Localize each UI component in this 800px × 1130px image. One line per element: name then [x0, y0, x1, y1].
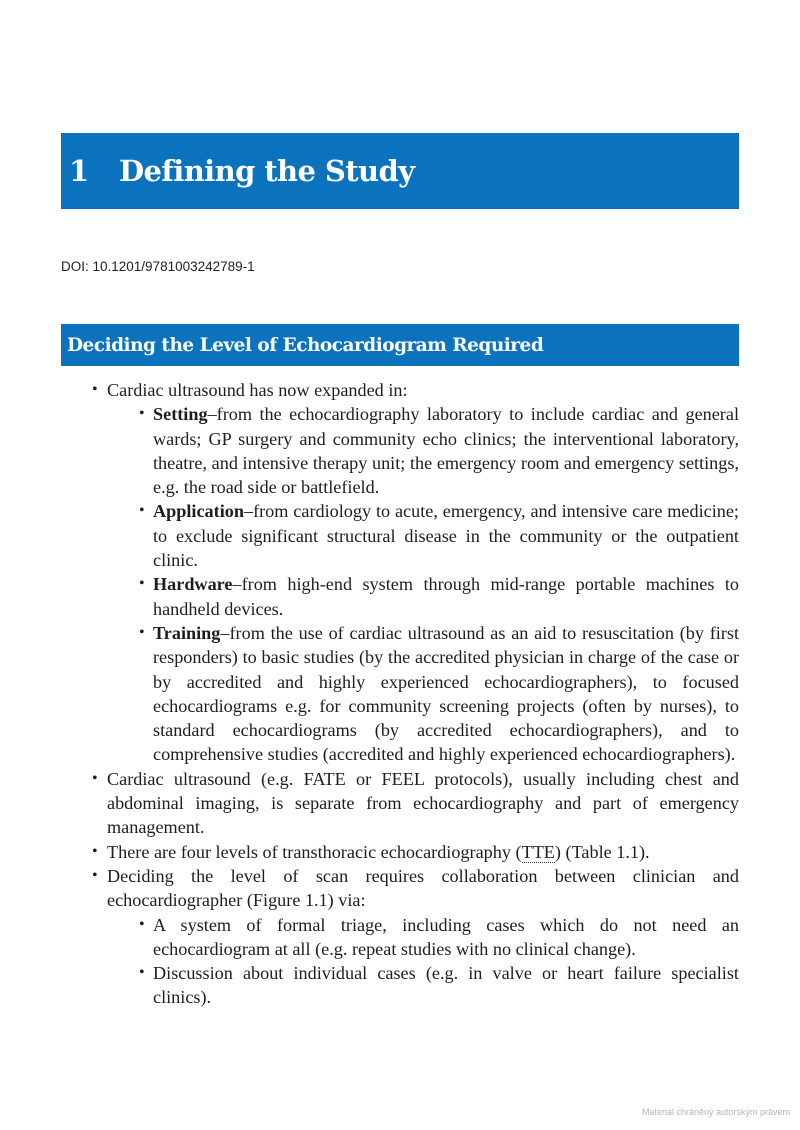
list-item-text: Deciding the level of scan requires collaboration between clinician and echocardiographer (Figure 1.1) via:	[107, 865, 739, 911]
term-training: Training	[153, 622, 221, 643]
sub-list-item	[139, 621, 739, 767]
copyright-watermark: Materiál chráněný autorským právem	[641, 1107, 790, 1117]
list-item-text: Cardiac ultrasound has now expanded in:	[107, 380, 408, 400]
sub-list-item-text: –from the echocardiography laboratory to include cardiac and general wards; GP surgery and community echo clinics; the interventional laboratory, theatre, and intensive therapy unit; the emergency room and emergency settings, e.g. the road side or battlefield.	[153, 404, 739, 498]
chapter-heading	[61, 133, 739, 209]
chapter-number: 1	[69, 154, 89, 188]
list-item	[92, 864, 739, 1010]
list-item	[92, 840, 739, 864]
doi-link[interactable]: DOI: 10.1201/9781003242789-1	[61, 259, 255, 274]
list-item-text: Cardiac ultrasound (e.g. FATE or FEEL protocols), usually including chest and abdominal imaging, is separate from echocardiography and part of emergency management.	[107, 768, 739, 838]
bullet-icon: •	[92, 381, 98, 398]
term-application: Application	[153, 501, 244, 522]
term-setting: Setting	[153, 404, 208, 425]
bullet-icon: •	[139, 964, 145, 982]
sub-bullet-list	[139, 913, 739, 1010]
term-hardware: Hardware	[153, 574, 233, 595]
sub-list-item	[139, 402, 739, 499]
bullet-icon: •	[139, 915, 145, 933]
bullet-icon: •	[139, 575, 145, 593]
sub-list-item	[139, 499, 739, 572]
list-item	[92, 378, 739, 767]
bullet-icon: •	[139, 405, 145, 423]
bullet-icon: •	[139, 623, 145, 641]
sub-list-item-text: –from high-end system through mid-range portable machines to handheld devices.	[153, 574, 739, 619]
sub-list-item	[139, 913, 739, 962]
list-item-text: ) (Table 1.1).	[554, 841, 650, 862]
section-title: Deciding the Level of Echocardiogram Required	[67, 334, 544, 356]
bullet-icon: •	[92, 842, 98, 860]
sub-list-item-text: Discussion about individual cases (e.g. in valve or heart failure specialist clinics).	[153, 963, 739, 1008]
abbreviation-tte[interactable]: TTE	[521, 841, 555, 862]
bullet-icon: •	[139, 502, 145, 520]
sub-list-item-text: –from the use of cardiac ultrasound as an aid to resuscitation (by first responders) to basic studies (by the accredited physician in charge of the case or by accredited and highly experienced echocardiographers), to focused echocardiograms e.g. for community screening projects (often by nurses), to standard echocardiograms (by accredited echocardiographers), and to comprehensive studies (accredited and highly experienced echocardiographers).	[153, 622, 739, 765]
sub-list-item	[139, 572, 739, 621]
list-item	[92, 767, 739, 840]
sub-bullet-list	[139, 402, 739, 766]
bullet-icon: •	[92, 866, 98, 884]
sub-list-item-text: A system of formal triage, including cases which do not need an echocardiogram at all (e.g. repeat studies with no clinical change).	[153, 914, 739, 959]
sub-list-item-text: –from cardiology to acute, emergency, and intensive care medicine; to exclude significant structural disease in the community or the outpatient clinic.	[153, 501, 739, 571]
bullet-list	[92, 378, 739, 1010]
chapter-title: Defining the Study	[119, 154, 415, 188]
list-item-text: There are four levels of transthoracic echocardiography (	[107, 841, 522, 862]
sub-list-item	[139, 961, 739, 1010]
body-content	[92, 378, 739, 1010]
section-heading	[61, 324, 739, 366]
bullet-icon: •	[92, 769, 98, 787]
